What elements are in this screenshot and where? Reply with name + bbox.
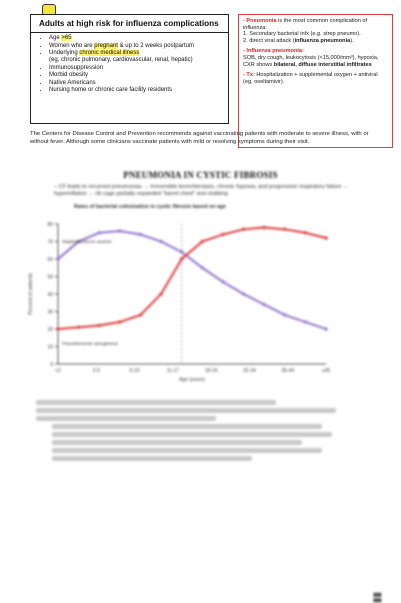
data-point bbox=[139, 233, 143, 237]
risk-item: • Age >65 bbox=[49, 35, 228, 42]
influenza-pneumonia-paragraph bbox=[243, 48, 388, 68]
data-point bbox=[283, 227, 287, 231]
blurred-line bbox=[36, 416, 216, 421]
series-label: Pseudomonas aeruginosa bbox=[62, 342, 118, 347]
y-tick-label: 20 bbox=[47, 327, 53, 333]
blurred-line bbox=[52, 440, 302, 445]
risk-box-divider bbox=[31, 32, 228, 33]
lower-notes bbox=[36, 400, 356, 464]
data-point bbox=[221, 280, 225, 284]
page-tag: ▮▮ bbox=[372, 591, 384, 603]
pneumonia-paragraph bbox=[243, 18, 388, 44]
data-point bbox=[118, 320, 122, 324]
risk-item: • Immunosuppression bbox=[49, 65, 228, 72]
risk-box-title: Adults at high risk for influenza complications bbox=[39, 19, 219, 28]
data-point bbox=[201, 266, 205, 270]
chart-marks bbox=[56, 226, 328, 347]
influenza-pneumonia-lead: - Influenza pneumonia: bbox=[243, 48, 304, 55]
data-point bbox=[283, 313, 287, 317]
data-point bbox=[242, 292, 246, 296]
x-tick-label: 6-10 bbox=[129, 368, 140, 374]
y-tick-label: 50 bbox=[47, 274, 53, 281]
blurred-line bbox=[52, 424, 322, 429]
x-axis-label: Age (years) bbox=[179, 377, 205, 383]
data-point bbox=[262, 226, 266, 230]
cdc-paragraph: The Centers for Disease Control and Prevention recommends against vaccinating patients with moderate to severe illness, with or without fever. Although some clinicians vaccinate patients with mild or resolving symptoms during their visit. bbox=[30, 131, 369, 145]
x-tick-label: 25-34 bbox=[243, 368, 256, 374]
y-tick-label: 60 bbox=[47, 257, 53, 263]
data-point bbox=[56, 257, 60, 261]
data-point bbox=[56, 327, 60, 331]
y-tick-label: 10 bbox=[47, 344, 53, 351]
risk-item: • Native Americans bbox=[49, 80, 228, 87]
pneumonia-cause-2-post: ). bbox=[350, 37, 354, 44]
data-point bbox=[77, 325, 81, 329]
risk-item: • Morbid obesity bbox=[49, 72, 228, 79]
x-tick-label: <2 bbox=[55, 368, 61, 374]
risk-item-sub: (eg, chronic pulmonary, cardiovascular, renal, hepatic) bbox=[49, 57, 193, 64]
data-point bbox=[97, 324, 101, 328]
cf-section-title: PNEUMONIA IN CYSTIC FIBROSIS bbox=[123, 170, 278, 180]
data-point bbox=[221, 233, 225, 237]
blurred-line bbox=[52, 448, 322, 453]
treatment-paragraph bbox=[243, 72, 388, 85]
data-point bbox=[180, 257, 184, 261]
pneumonia-note-box bbox=[238, 14, 393, 148]
y-tick-label: 40 bbox=[47, 292, 53, 298]
highlighted-text: pregnant bbox=[94, 42, 118, 49]
risk-list bbox=[31, 35, 228, 94]
risk-item: • Nursing home or chronic care facility residents bbox=[49, 87, 228, 94]
highlighted-text: chronic medical illness bbox=[79, 50, 140, 56]
highlighted-text: >65 bbox=[61, 35, 72, 42]
data-point bbox=[324, 236, 328, 240]
pneumonia-cause-2-bold: influenza pneumonia bbox=[294, 37, 351, 44]
data-point bbox=[201, 240, 205, 244]
influenza-pneumonia-cxr: bilateral, diffuse interstitial infiltrates bbox=[273, 61, 372, 68]
data-point bbox=[180, 250, 184, 254]
cf-section bbox=[0, 160, 401, 603]
y-axis-label: Percent of patients bbox=[28, 273, 34, 315]
x-tick-label: 2-5 bbox=[92, 368, 100, 374]
data-point bbox=[118, 229, 122, 233]
blurred-line bbox=[36, 408, 336, 413]
y-tick-label: 80 bbox=[47, 222, 53, 228]
treatment-lead: - Tx: bbox=[243, 72, 255, 79]
series-label: Staphylococcus aureus bbox=[62, 240, 112, 245]
blurred-line bbox=[36, 400, 276, 405]
data-point bbox=[97, 231, 101, 235]
pneumonia-lead: - Pneumonia bbox=[243, 18, 277, 24]
x-tick-label: 18-24 bbox=[204, 368, 218, 374]
data-point bbox=[262, 303, 266, 307]
risk-item: • Women who are pregnant & up to 2 weeks postpartum bbox=[49, 43, 228, 50]
data-point bbox=[139, 313, 143, 317]
risk-item: • Underlying chronic medical illness (eg, chronic pulmonary, cardiovascular, renal, hepatic) bbox=[49, 50, 228, 65]
pneumonia-cause-1: 1. Secondary bacterial infx (e.g. strep pneumo). bbox=[243, 31, 361, 38]
data-point bbox=[324, 327, 328, 331]
colonization-chart bbox=[22, 218, 352, 393]
data-point bbox=[159, 292, 163, 296]
blurred-line bbox=[52, 456, 252, 461]
pneumonia-text: is the most common complication of influenza: bbox=[243, 18, 368, 31]
y-tick-label: 0 bbox=[50, 362, 53, 368]
cf-bullet: – CF leads to recurrent pneumonias → irreversible bronchiectasis, chronic hypoxia, and progressive respiratory failure → hyperinflation → rib cage partially expanded "barrel chest" and clubbing bbox=[54, 184, 349, 197]
influenza-pneumonia-text: SOB, dry cough, leukocytosis (<15,000/mm³), hypoxia, CXR shows bbox=[243, 54, 379, 68]
treatment-text: Hospitalization + supplemental oxygen + antiviral (eg, oseltamivir). bbox=[243, 72, 378, 85]
x-tick-label: ≥45 bbox=[321, 368, 331, 374]
cf-bullet-text: CF leads to recurrent pneumonias → irreversible bronchiectasis, chronic hypoxia, and progressive respiratory failure → hyperinflation → rib cage partially expanded "barrel chest" and clubbing bbox=[54, 184, 349, 197]
data-point bbox=[304, 231, 308, 235]
data-point bbox=[242, 227, 246, 231]
pneumonia-cause-2-pre: 2. direct viral attack ( bbox=[243, 37, 295, 44]
high-risk-box bbox=[30, 14, 229, 124]
data-point bbox=[159, 240, 163, 244]
chart-title: Rates of bacterial colonization in cystic fibrosis based on age bbox=[74, 204, 226, 210]
data-point bbox=[304, 320, 308, 324]
blurred-line bbox=[52, 432, 332, 437]
y-tick-label: 30 bbox=[47, 309, 53, 316]
x-tick-label: 11-17 bbox=[166, 368, 180, 374]
x-tick-label: 35-44 bbox=[281, 368, 295, 374]
y-tick-label: 70 bbox=[47, 239, 53, 246]
